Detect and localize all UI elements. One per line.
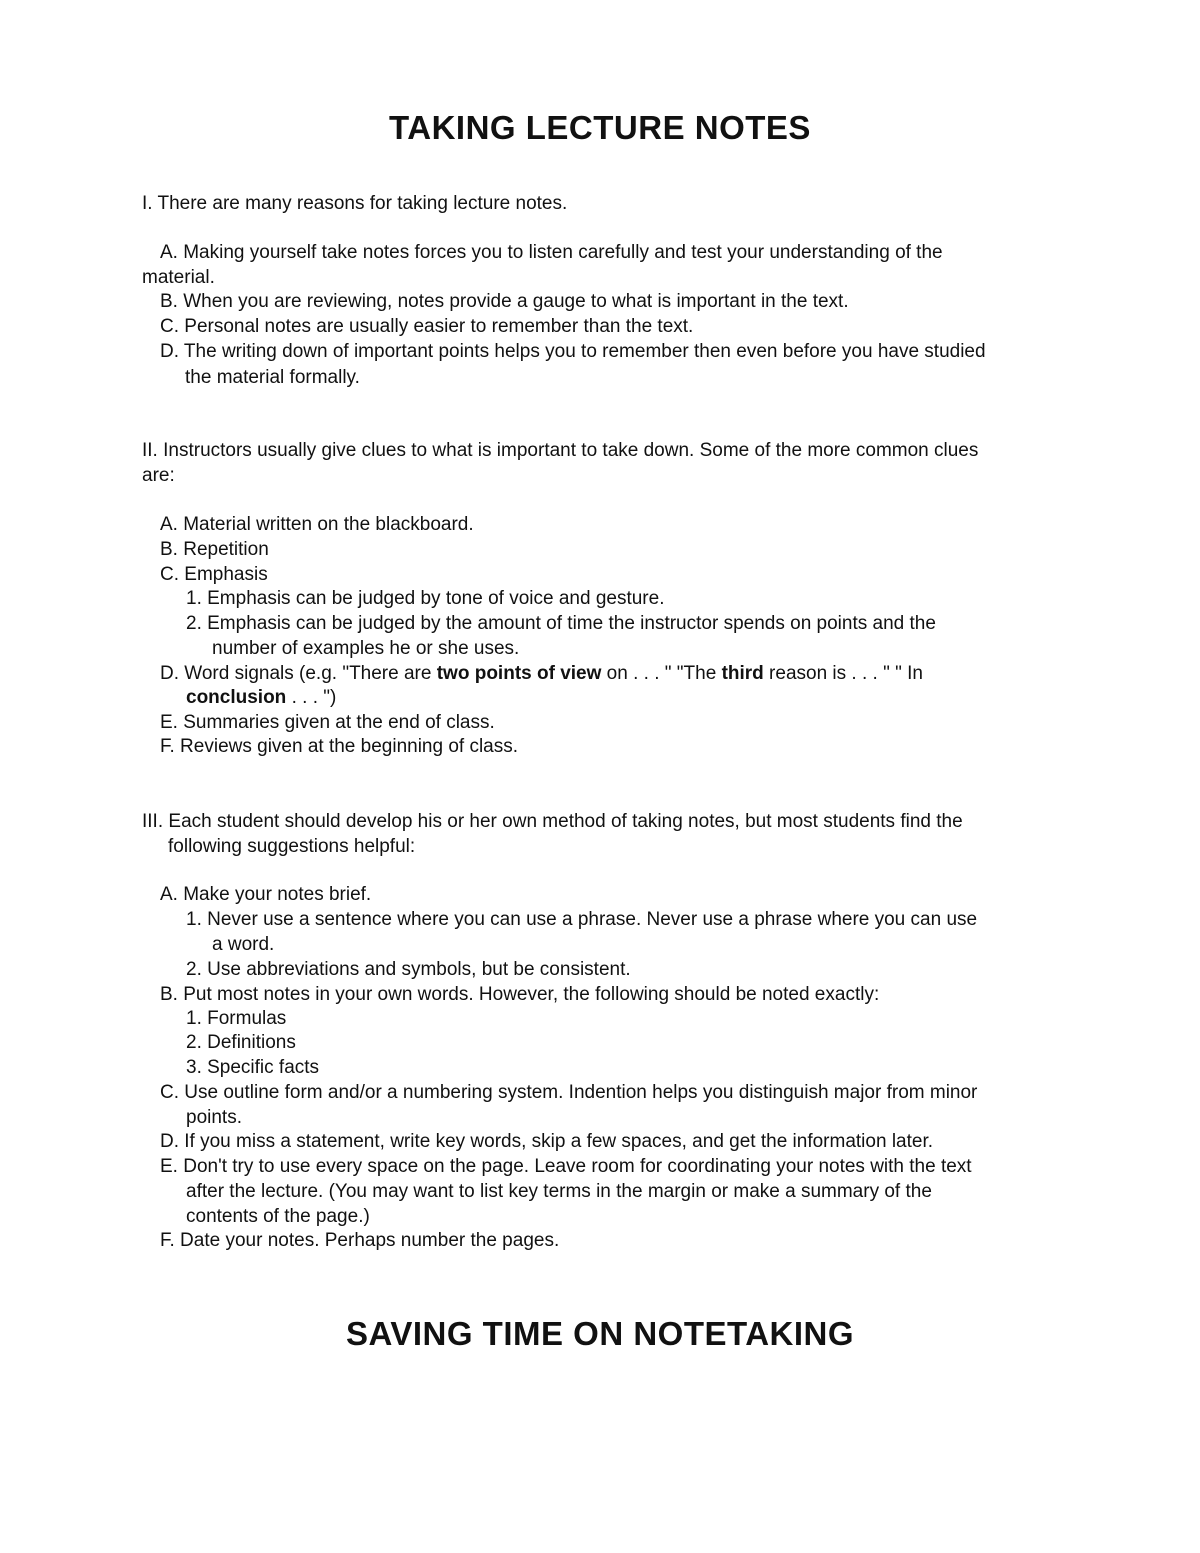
section-3-item-c-line1: C. Use outline form and/or a numbering system. Indention helps you distinguish major from minor — [160, 1082, 978, 1103]
section-3-heading-line2: following suggestions helpful: — [168, 836, 416, 857]
section-title-saving-time: SAVING TIME ON NOTETAKING — [345, 1315, 855, 1352]
section-2-item-d-line2 — [186, 686, 336, 710]
section-3-heading-line1: III. Each student should develop his or her own method of taking notes, but most students find the — [142, 811, 963, 832]
bold-phrase: third — [721, 663, 764, 684]
section-3-item-d: D. If you miss a statement, write key words, skip a few spaces, and get the information later. — [160, 1131, 934, 1152]
section-2-item-c: C. Emphasis — [160, 564, 268, 585]
section-1-item-a-line1: A. Making yourself take notes forces you to listen carefully and test your understanding of the — [160, 242, 943, 263]
section-3-item-a: A. Make your notes brief. — [160, 884, 372, 905]
section-2-item-c-1: 1. Emphasis can be judged by tone of voice and gesture. — [186, 588, 665, 609]
section-2-item-b: B. Repetition — [160, 539, 269, 560]
bold-phrase: two points of view — [436, 663, 602, 684]
section-3-item-f: F. Date your notes. Perhaps number the pages. — [160, 1230, 560, 1251]
section-1-item-b: B. When you are reviewing, notes provide a gauge to what is important in the text. — [160, 291, 849, 312]
section-3-item-b-3: 3. Specific facts — [186, 1057, 320, 1078]
section-2-item-e: E. Summaries given at the end of class. — [160, 712, 495, 733]
section-2-item-c-2-line2: number of examples he or she uses. — [212, 638, 520, 659]
word-signals-text: D. Word signals (e.g. "There are — [160, 663, 437, 684]
bold-phrase: conclusion — [186, 687, 287, 708]
section-3-item-c-line2: points. — [186, 1107, 242, 1128]
section-3-item-e-line3: contents of the page.) — [186, 1206, 370, 1227]
section-3-item-b-2: 2. Definitions — [186, 1032, 296, 1053]
page-title: TAKING LECTURE NOTES — [389, 109, 811, 146]
word-signals-text: reason is . . . " " In — [763, 663, 923, 684]
section-3-item-a-1-line1: 1. Never use a sentence where you can use a phrase. Never use a phrase where you can use — [186, 909, 978, 930]
section-1-item-d-line2: the material formally. — [185, 367, 360, 388]
section-1-item-a-line2: material. — [142, 267, 215, 288]
section-2-item-a: A. Material written on the blackboard. — [160, 514, 474, 535]
section-3-item-b-1: 1. Formulas — [186, 1008, 287, 1029]
section-2-item-c-2-line1: 2. Emphasis can be judged by the amount of time the instructor spends on points and the — [186, 613, 936, 634]
section-3-item-a-2: 2. Use abbreviations and symbols, but be consistent. — [186, 959, 631, 980]
section-1-heading: I. There are many reasons for taking lecture notes. — [142, 193, 568, 214]
section-3-item-b: B. Put most notes in your own words. However, the following should be noted exactly: — [160, 984, 880, 1005]
word-signals-text: . . . ") — [286, 687, 337, 708]
section-2-heading-line2: are: — [142, 465, 175, 486]
word-signals-text: on . . . " "The — [601, 663, 722, 684]
section-3-item-e-line1: E. Don't try to use every space on the page. Leave room for coordinating your notes with the text — [160, 1156, 972, 1177]
section-2-heading-line1: II. Instructors usually give clues to what is important to take down. Some of the more common clues — [142, 440, 979, 461]
section-1-item-d-line1: D. The writing down of important points helps you to remember then even before you have studied — [160, 341, 986, 362]
section-3-item-a-1-line2: a word. — [212, 934, 275, 955]
section-1-item-c: C. Personal notes are usually easier to remember than the text. — [160, 316, 694, 337]
section-3-item-e-line2: after the lecture. (You may want to list key terms in the margin or make a summary of the — [186, 1181, 932, 1202]
section-2-item-d-line1 — [160, 662, 923, 686]
section-2-item-f: F. Reviews given at the beginning of class. — [160, 736, 519, 757]
